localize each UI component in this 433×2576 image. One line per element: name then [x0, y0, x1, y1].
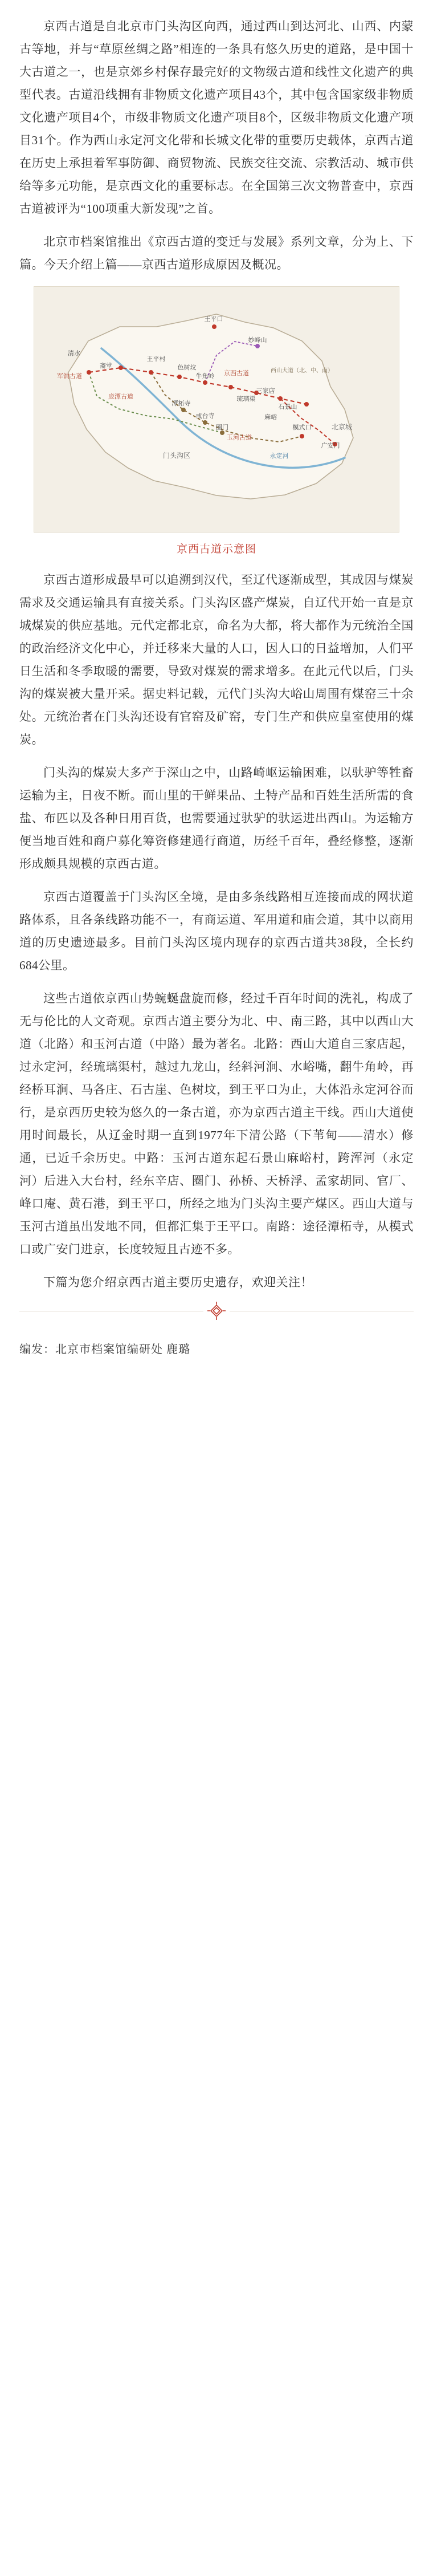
map-label: 麻峪	[264, 414, 277, 421]
map-label: 牛角岭	[195, 373, 215, 380]
map-label: 京西古道	[224, 370, 249, 377]
map-label: 王平口	[204, 316, 223, 323]
map-label: 永定河	[269, 453, 289, 460]
map-label: 琉璃渠	[236, 396, 256, 403]
map-label: 军饷古道	[57, 373, 82, 380]
map-label: 圈门	[216, 424, 228, 431]
map-label: 清水	[68, 350, 80, 357]
map-label: 庞潭古道	[108, 393, 133, 400]
map-label: 潭柘寺	[171, 400, 191, 407]
map-svg	[34, 287, 399, 532]
paragraph: 京西古道形成最早可以追溯到汉代，至辽代逐渐成型，其成因与煤炭需求及交通运输具有直接关系。门头沟区盛产煤炭，自辽代开始一直是京城煤炭的供应基地。元代定都北京，命名为大都，将大都作为元统治全国的政治经济文化中心，并迁移来大量的人口，因人口的日益增加，人们平日生活和冬季取暖的需要，导致对煤炭的需求增多。在此元代以后，门头沟的煤炭被大量开采。据史料记载，元代门头沟大峪山周围有煤窑三十余处。元统治者在门头沟还设有官窑及矿窑，专门生产和供应皇室使用的煤炭。	[19, 573, 414, 746]
paragraph: 下篇为您介绍京西古道主要历史遗存，欢迎关注！	[43, 1275, 313, 1289]
paragraph: 门头沟的煤炭大多产于深山之中，山路崎岖运输困难，以驮驴等牲畜运输为主，日夜不断。而山里的干鲜果品、土特产品和百姓生活所需的食盐、布匹以及各种日用百货，也需要通过驮驴的驮运进出西山。为运输方便当地百姓和商户募化筹资修建通行商道，历经千百年，叠经修整，逐渐形成颇具规模的京西古道。	[19, 766, 414, 871]
paragraph: 北京市档案馆推出《京西古道的变迁与发展》系列文章，分为上、下篇。今天介绍上篇——京西古道形成原因及概况。	[19, 235, 414, 271]
chinese-knot-icon	[203, 1298, 230, 1324]
map-label: 西山大道（北、中、南）	[271, 368, 333, 374]
divider	[19, 1311, 414, 1324]
map-label: 门头沟区	[162, 452, 191, 460]
paragraph: 京西古道是自北京市门头沟区向西，通过西山到达河北、山西、内蒙古等地，并与“草原丝绸之路”相连的一条具有悠久历史的道路，是中国十大古道之一，也是京郊乡村保存最完好的文物级古道和线性文化遗产的典型代表。古道沿线拥有非物质文化遗产项目43个，其中包含国家级非物质文化遗产项目4个，市级非物质文化遗产项目8个，区级非物质文化遗产项目31个。作为西山永定河文化带和长城文化带的重要历史载体，京西古道在历史上承担着军事防御、商贸物流、民族交往交流、宗教活动、城市供给等多元功能，是京西文化的重要标志。在全国第三次文物普查中，京西古道被评为“100项重大新发现”之首。	[19, 19, 414, 216]
map-image	[34, 286, 399, 533]
map-label: 石景山	[278, 404, 297, 411]
map-label: 妙峰山	[248, 337, 267, 344]
map-label: 广安门	[321, 442, 340, 449]
map-label: 三家店	[256, 388, 275, 395]
map-label: 戒台寺	[195, 413, 215, 420]
map-label: 斋堂	[100, 363, 112, 369]
map-label: 北京城	[331, 423, 353, 431]
map-label: 模式口	[292, 424, 312, 431]
map-caption: 京西古道示意图	[176, 543, 256, 555]
editor-credit: 编发：北京市档案馆编研处 鹿璐	[19, 1343, 190, 1356]
map-label: 王平村	[146, 356, 166, 363]
paragraph: 这些古道依京西山势蜿蜒盘旋而修，经过千百年时间的洗礼，构成了无与伦比的人文奇观。京西古道主要分为北、中、南三路，其中以西山大道（北路）和玉河古道（中路）最为著名。北路：西山大道自三家店起，过永定河，经琉璃渠村，越过九龙山，经斜河涧、水峪嘴，翻牛角岭，再经桥耳涧、马各庄、石古崖、色树坟，到王平口为止，大体沿永定河谷而行，是京西历史较为悠久的一条古道，亦为京西古道主干线。西山大道使用时间最长，从辽金时期一直到1977年下清公路（下苇甸——清水）修通，已近千余历史。中路：玉河古道东起石景山麻峪村，跨浑河（永定河）后进入大台村，经东辛店、圈门、孙桥、天桥浮、孟家胡同、官厂、峰口庵、黄石港，到王平口，所经之地为门头沟主要产煤区。西山大道与玉河古道虽出发地不同，但都汇集于王平口。南路：途径潭柘寺，从模式口或广安门进京，长度较短且古迹不多。	[19, 992, 414, 1256]
paragraph: 京西古道覆盖于门头沟区全境，是由多条线路相互连接而成的网状道路体系，且各条线路功能不一，有商运道、军用道和庙会道，其中以商用道的历史遗迹最多。目前门头沟区境内现存的京西古道共38段，全长约684公里。	[19, 890, 414, 972]
map-figure	[19, 286, 414, 556]
map-label: 色树坟	[177, 364, 197, 371]
map-label: 玉河古道	[227, 434, 252, 441]
